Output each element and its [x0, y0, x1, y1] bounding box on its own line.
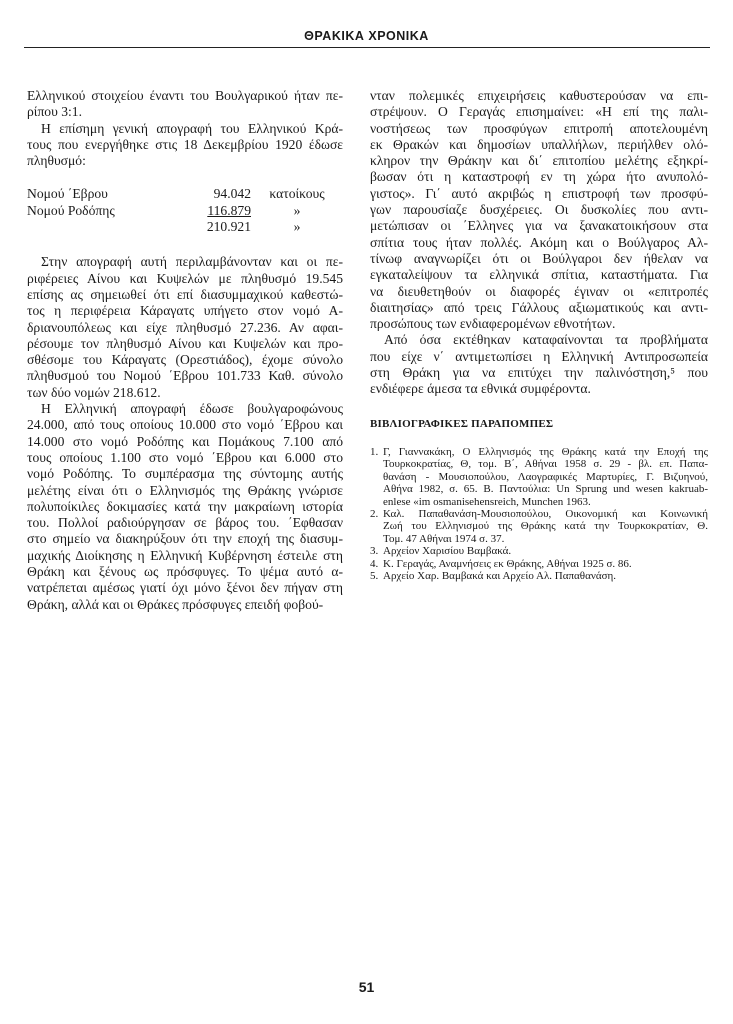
reference-item — [370, 570, 708, 582]
reference-item — [370, 508, 708, 545]
text-line: Η επίσημη γενική απογραφή του Ελληνικού Κρά- — [41, 120, 343, 136]
reference-text — [383, 570, 708, 582]
text-line: κληρον την Θράκην και δι΄ επιτοπίου μελέτης εξηκρί- — [370, 153, 708, 169]
text-line: Ζωή του Ελληνισμού της Θράκης κατά την Τουρκοκρατίαν, Θ. — [383, 520, 708, 533]
text-line: πληθυσμό: — [27, 153, 86, 169]
table-row-total — [27, 219, 343, 235]
paragraph — [370, 88, 708, 332]
text-line: εκ Θρακών και δημοσίων υπαλλήλων, περιήλθεν ολό- — [370, 136, 708, 152]
text-line: Ελληνικού στοιχείου έναντι του Βουλγαρικού ήταν πε- — [27, 88, 343, 103]
left-column — [27, 88, 343, 613]
district-name — [27, 219, 185, 235]
census-table — [27, 186, 343, 235]
text-line: βωσαν ότι η καταστροφή εν τη χώρα ήτο ανυπολό- — [370, 169, 708, 185]
text-line: στη Θράκη για να επιτύχει την παλινόστηση,⁵ που — [370, 365, 708, 381]
population-value: 94.042 — [213, 186, 251, 202]
page-number: 51 — [358, 979, 375, 995]
text-line: Θράκη, αλλά και οι Θράκες πρόσφυγες επειδή φοβού- — [27, 596, 324, 612]
reference-text — [383, 545, 708, 557]
text-line: Θράκη και ξένους ως πρόσφυγες. Το ψέμα αυτό α- — [27, 564, 343, 580]
reference-text — [383, 446, 708, 508]
header-rule — [24, 47, 710, 48]
district-name: Νομού ΄Εβρου — [27, 186, 108, 202]
population-total: 210.921 — [206, 219, 251, 235]
text-line: μετώπισαν οι ΄Ελληνες για να ξανακατοικήσουν στα — [370, 218, 708, 234]
reference-number: 3. — [370, 545, 379, 558]
unit: κατοίκους — [269, 186, 325, 202]
bibliography-list — [370, 446, 708, 582]
text-line: μελέτης είναι ότι ο Ελληνισμός της Θράκης γνώρισε — [27, 482, 343, 498]
text-line: Τουρκοκρατίας, Θ, τομ. Β΄, Αθήναι 1958 σ. 29 - βλ. επ. Παπα- — [383, 458, 708, 471]
reference-item — [370, 558, 708, 570]
paragraph — [27, 121, 343, 170]
text-line: Στην απογραφή αυτή περιλαμβάνονταν και οι πε- — [41, 254, 343, 270]
text-line: των δύο νομών 218.612. — [27, 384, 161, 400]
table-row — [27, 203, 343, 219]
text-line: προσώπους των ενδιαφερομένων εθνοτήτων. — [370, 316, 616, 332]
paragraph — [27, 254, 343, 401]
unit: » — [293, 219, 301, 235]
text-line: Καλ. Παπαθανάση-Μουσιοπούλου, Οικονομική και Κοινωνική — [383, 508, 708, 521]
table-row — [27, 186, 343, 202]
text-line: τους που ενεργήθηκε στις 18 Δεκεμβρίου 1920 έδωσε — [27, 136, 343, 152]
reference-text — [383, 558, 708, 570]
text-line: ρίπου 3:1. — [27, 104, 82, 120]
text-line: διαιτησίας» από τρεις Γάλλους αξιωματικούς και αντι- — [370, 299, 708, 315]
paragraph — [370, 332, 708, 397]
text-line: τίνωφ αναγνωρίζει ότι οι Βούλγαροι δεν ήθελαν να — [370, 250, 708, 266]
text-line: πληθυσμού του Νομού ΄Εβρου 101.733 Καθ. σύνολο — [27, 368, 343, 384]
text-line: στο σημείο να διακηρύξουν ότι την εποχή της διασυμ- — [27, 531, 343, 547]
text-line: Από όσα εκτέθηκαν καταφαίνονται τα προβλήματα — [384, 332, 708, 348]
paragraph — [27, 88, 343, 121]
text-line: Αρχείον Χαρισίου Βαμβακά. — [383, 545, 512, 558]
text-line: σθέσομε του Κάραγατς (Ορεστιάδος), έχομε σύνολο — [27, 352, 343, 368]
text-line: του. Πολλοί ραδιούργησαν σε βάρος του. ΄Εφθασαν — [27, 515, 343, 531]
paragraph — [27, 401, 343, 613]
text-line: που είχε ν΄ αντιμετωπίσει η Ελληνική Αντιπροσωπεία — [370, 348, 708, 364]
text-line: Η Ελληνική απογραφή έδωσε βουλγαροφώνους — [41, 401, 343, 417]
text-line: Γ, Γιαννακάκη, Ο Ελληνισμός της Θράκης κατά την Εποχή της — [383, 446, 708, 458]
text-line: νταν πολεμικές επιχειρήσεις καθυστερούσαν να επι- — [370, 88, 708, 103]
text-line: να διευθετηθούν οι διαφορές έγιναν οι «επιτροπές — [370, 283, 708, 299]
text-line: γιστος». Γι΄ αυτό ακριβώς η επιστροφή των προσφύ- — [370, 185, 708, 201]
text-line: εγκαταλείψουν τα ελληνικά σπίτια, καταστήματα. Για — [370, 267, 708, 283]
text-line: 24.000, από τους οποίους 10.000 στο νομό ΄Εβρου και — [27, 417, 343, 433]
text-line: Αρχείο Χαρ. Βαμβακά και Αρχείο Αλ. Παπαθανάση. — [383, 570, 617, 583]
reference-number: 5. — [370, 570, 379, 583]
reference-number: 2. — [370, 508, 379, 521]
text-line: enlese «im osmanisehensreich, Munchen 1963. — [383, 495, 591, 508]
reference-item — [370, 545, 708, 557]
text-line: δριανουπόλεως και είχε πληθυσμό 27.236. Αν αφαι- — [27, 319, 343, 335]
text-line: μαχικής Διοίκησης η Ελληνική Κυβέρνηση έστειλε στη — [27, 547, 343, 563]
text-line: νοστήσεως των προσφύγων επιτροπή αποτελουμένη — [370, 120, 708, 136]
text-line: θανάση - Μουσιοπούλου, Λαογραφικές Μαρτυρίες, Γ. Βιζυηνού, — [383, 470, 708, 483]
reference-number: 4. — [370, 557, 379, 570]
text-line: ενδιέφερε άμεσα τα εθνικά συμφέροντα. — [370, 381, 591, 397]
reference-number: 1. — [370, 446, 379, 458]
text-line: πολυποίκιλες δοκιμασίες κατά την μακραίωνη ιστορία — [27, 498, 343, 514]
text-line: νομό Ροδόπης. Το συμπέρασμα της σύντομης αυτής — [27, 466, 343, 482]
text-line: σπίτια τους ήταν πολλές. Ακόμη και ο Βούλγαρος Αλ- — [370, 234, 708, 250]
text-line: τους οποίους 1.100 στο νομό ΄Εβρου και 6.000 στο — [27, 449, 343, 465]
text-line: Τομ. 47 Αθήναι 1974 σ. 37. — [383, 532, 505, 545]
reference-item — [370, 446, 708, 508]
right-column — [370, 88, 708, 398]
text-line: Κ. Γεραγάς, Αναμνήσεις εκ Θράκης, Αθήναι 1925 σ. 86. — [383, 557, 632, 570]
text-line: ριφέρειες Αίνου και Κυψελών με πληθυσμό 19.545 — [27, 270, 343, 286]
bibliography-heading: ΒΙΒΛΙΟΓΡΑΦΙΚΕΣ ΠΑΡΑΠΟΜΠΕΣ — [370, 418, 554, 430]
population-value: 116.879 — [207, 202, 251, 218]
reference-text — [383, 508, 708, 545]
text-line: στρέψουν. Ο Γεραγάς επισημαίνει: «Η επί της παλι- — [370, 104, 708, 120]
text-line: επίσης ας σημειωθεί ότι επί διασυμμαχικού καθεστώ- — [27, 286, 343, 302]
text-line: τος η περιφέρεια Κάραγατς υπήγετο στον νομό Α- — [27, 303, 343, 319]
text-line: Αθήνα 1982, σ. 65. Β. Παντούλια: Un Sprung und wesen kakruab- — [383, 483, 708, 496]
text-line: νατρέπεται αμέσως γιατί όχι μόνο ξένοι δεν πήγαν στη — [27, 580, 343, 596]
text-line: 14.000 στο νομό Ροδόπης και Πομάκους 7.100 από — [27, 433, 343, 449]
unit: » — [293, 202, 301, 218]
district-name: Νομού Ροδόπης — [27, 202, 115, 218]
running-header: ΘΡΑΚΙΚΑ ΧΡΟΝΙΚΑ — [304, 29, 429, 43]
text-line: ρέσουμε τον πληθυσμό Αίνου και Κυψελών και προ- — [27, 335, 343, 351]
text-line: γων παρουσίαζε δυσχέρειες. Οι δυσκολίες που αντι- — [370, 202, 708, 218]
